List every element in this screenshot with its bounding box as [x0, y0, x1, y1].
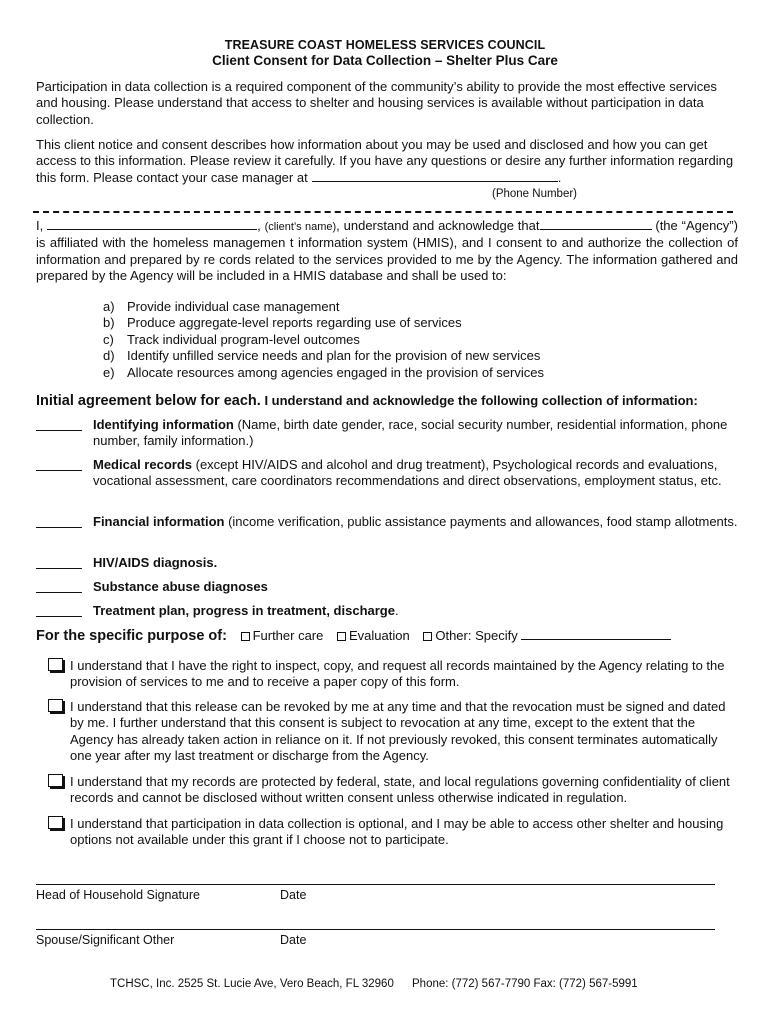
- ack-text: I understand that I have the right to inspect, copy, and request all records maintained by the Agency relating to the provision of services to me and to receive a paper copy of this form.: [70, 658, 725, 690]
- further-care-checkbox[interactable]: [241, 632, 250, 641]
- ack-optional-participation: [46, 816, 738, 849]
- initial-field[interactable]: [36, 514, 82, 528]
- other-specify-field[interactable]: [521, 628, 671, 640]
- item-title: Treatment plan, progress in treatment, discharge: [93, 603, 395, 618]
- consent-paragraph: [36, 217, 738, 285]
- head-signature-label: Head of Household Signature: [36, 888, 201, 902]
- initial-item-substance: [36, 579, 738, 595]
- other-checkbox[interactable]: [423, 632, 432, 641]
- item-title: Substance abuse diagnoses: [93, 579, 268, 594]
- ack-text: I understand that my records are protected by federal, state, and local regulations governing confidentiality of client records and cannot be disclosed without written consent unless otherwise indicated in regulation.: [70, 774, 730, 806]
- dashed-divider: [33, 211, 733, 213]
- spouse-signature-label: Spouse/Significant Other: [36, 933, 175, 947]
- item-title: HIV/AIDS diagnosis.: [93, 555, 218, 570]
- comma-2: ,: [336, 218, 340, 233]
- ack-protected-records: [46, 774, 738, 807]
- initial-field[interactable]: [36, 603, 82, 617]
- item-title: Identifying information: [93, 417, 234, 432]
- initial-item-medical: [36, 457, 738, 490]
- data-uses-list: [103, 299, 544, 381]
- initial-item-hiv: [36, 555, 738, 571]
- list-item: [103, 348, 544, 364]
- initial-item-text: [93, 603, 738, 619]
- initial-item-text: [93, 417, 738, 450]
- list-item-text: Track individual program-level outcomes: [127, 331, 360, 347]
- initial-item-identifying: [36, 417, 738, 450]
- footer-address: TCHSC, Inc. 2525 St. Lucie Ave, Vero Beach, FL 32960: [110, 978, 394, 990]
- evaluation-checkbox[interactable]: [337, 632, 346, 641]
- initial-item-treatment: [36, 603, 738, 619]
- head-signature-line[interactable]: [36, 884, 715, 885]
- initial-field[interactable]: [36, 555, 82, 569]
- spouse-date-label: Date: [280, 933, 307, 947]
- comma: ,: [257, 218, 261, 233]
- list-item: [103, 332, 544, 348]
- item-title: Financial information: [93, 514, 225, 529]
- phone-number-label: (Phone Number): [492, 188, 578, 200]
- organization-name: TREASURE COAST HOMELESS SERVICES COUNCIL: [224, 38, 546, 52]
- initial-item-financial: [36, 514, 738, 530]
- intro-paragraph-2: [36, 137, 738, 186]
- item-detail: (income verification, public assistance payments and allowances, food stamp allotments.: [228, 514, 738, 529]
- item-detail: .: [394, 603, 399, 618]
- ack-text: I understand that participation in data collection is optional, and I may be able to access other shelter and housing options not available under this grant if I choose not to participate.: [70, 816, 724, 848]
- list-item-text: Allocate resources among agencies engaged in the provision of services: [127, 364, 544, 380]
- evaluation-label: Evaluation: [349, 628, 410, 643]
- list-marker: b): [103, 315, 115, 331]
- list-marker: d): [103, 348, 115, 364]
- initial-item-text: [93, 579, 738, 595]
- initial-item-text: [93, 457, 738, 490]
- list-marker: a): [103, 299, 115, 314]
- initial-heading-rest: I understand and acknowledge the following collection of information:: [264, 393, 698, 408]
- intro-paragraph-1: Participation in data collection is a required component of the community’s ability to provide the most effective services and housing. Please understand that access to shelter and housing services is available without participation in data collection.: [36, 79, 717, 127]
- initial-agreement-heading: [36, 393, 698, 409]
- other-label: Other: Specify: [435, 628, 518, 643]
- client-name-field[interactable]: [47, 217, 257, 230]
- initial-heading-main: Initial agreement below for each.: [36, 393, 261, 409]
- ack-inspect-records: [46, 658, 738, 691]
- list-item: [103, 365, 544, 381]
- intro-paragraph-2-text: This client notice and consent describes how information about you may be used and disclosed and how you can get access to this information. Please review it carefully. If you have any questions or desire any further information regarding this form. Please contact your case manager at: [36, 137, 734, 185]
- ack-checkbox[interactable]: [48, 774, 63, 787]
- agency-name-field[interactable]: [540, 217, 652, 230]
- item-detail: (except HIV/AIDS and alcohol and drug treatment), Psychological records and evaluations, vocational assessment, care coordinators recommendations and direct observations, employment status, etc.: [93, 457, 722, 489]
- form-title: Client Consent for Data Collection – Shelter Plus Care: [212, 53, 558, 68]
- initial-field[interactable]: [36, 417, 82, 431]
- list-item: [103, 315, 544, 331]
- ack-revocation: [46, 699, 738, 765]
- client-name-label: (client’s name): [264, 221, 337, 233]
- list-item: [103, 299, 544, 315]
- footer-phone: Phone: (772) 567-7790 Fax: (772) 567-5991: [412, 978, 638, 990]
- list-marker: c): [103, 331, 114, 347]
- head-date-label: Date: [280, 888, 307, 902]
- list-item-text: Produce aggregate-level reports regarding use of services: [127, 315, 462, 331]
- item-title: Medical records: [93, 457, 192, 472]
- further-care-label: Further care: [252, 628, 324, 643]
- initial-field[interactable]: [36, 457, 82, 471]
- initial-item-text: [93, 514, 738, 530]
- list-item-text: Provide individual case management: [127, 299, 340, 314]
- item-detail: (Name, birth date gender, race, social security number, residential information, phone number, family information.): [93, 417, 728, 449]
- initial-item-text: [93, 555, 738, 571]
- ack-checkbox[interactable]: [48, 699, 63, 712]
- purpose-heading: For the specific purpose of:: [36, 628, 227, 644]
- list-item-text: Identify unfilled service needs and plan for the provision of new services: [127, 348, 541, 364]
- consent-body: (the “Agency”) is affiliated with the homeless managemen t information system (HMIS), and I consent to and authorize the collection of information and prepared by re cords related to the services provided to me by the Agency. The information gathered and prepared by the Agency will be included in a HMIS database and shall be used to:: [36, 218, 738, 284]
- phone-number-field[interactable]: [312, 170, 558, 182]
- consent-prefix: I,: [36, 218, 44, 233]
- consent-mid: understand and acknowledge that: [343, 218, 540, 233]
- initial-field[interactable]: [36, 579, 82, 593]
- spouse-signature-line[interactable]: [36, 929, 715, 930]
- period: .: [557, 169, 562, 185]
- ack-checkbox[interactable]: [48, 658, 63, 671]
- list-marker: e): [103, 364, 115, 380]
- ack-checkbox[interactable]: [48, 816, 63, 829]
- purpose-row: [36, 628, 671, 644]
- ack-text: I understand that this release can be revoked by me at any time and that the revocation must be signed and dated by me. I further understand that this consent is subject to revocation at any time, except to the extent that the Agency has already taken action in reliance on it. If not previously revoked, this consent terminates automatically one year after my last treatment or discharge from the Agency.: [70, 699, 726, 764]
